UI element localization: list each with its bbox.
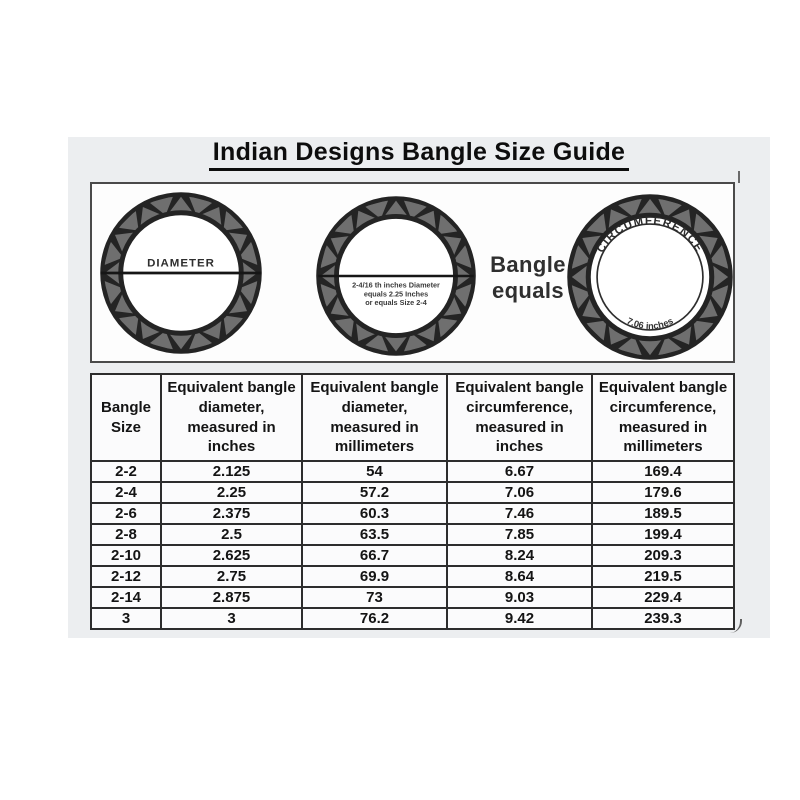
cell-circumference-in: 8.64 <box>447 566 592 587</box>
bangle-diameter-illustration <box>99 191 263 355</box>
table-row <box>91 566 734 587</box>
header-circumference-mm: Equivalent bangle circumference, measured in millimeters <box>592 374 734 461</box>
table-row <box>91 461 734 482</box>
cell-diameter-mm: 54 <box>302 461 447 482</box>
size-table-container <box>90 373 735 630</box>
cell-diameter-in: 2.75 <box>161 566 302 587</box>
cell-size: 2-6 <box>91 503 161 524</box>
cell-circumference-mm: 179.6 <box>592 482 734 503</box>
cell-circumference-in: 7.46 <box>447 503 592 524</box>
cell-size: 2-12 <box>91 566 161 587</box>
cell-diameter-mm: 73 <box>302 587 447 608</box>
table-row <box>91 524 734 545</box>
cell-diameter-in: 2.375 <box>161 503 302 524</box>
cell-size: 2-8 <box>91 524 161 545</box>
cell-diameter-in: 2.875 <box>161 587 302 608</box>
cell-size: 2-4 <box>91 482 161 503</box>
cell-circumference-mm: 209.3 <box>592 545 734 566</box>
circumference-arc-label: CIRCUMFERENCE <box>594 215 706 255</box>
bangle-circumference-illustration <box>566 193 734 361</box>
bangle-diagram-box <box>90 182 735 363</box>
size-example-caption-line3: or equals Size 2-4 <box>365 298 427 308</box>
cell-circumference-in: 9.42 <box>447 608 592 629</box>
cell-circumference-mm: 189.5 <box>592 503 734 524</box>
cell-circumference-in: 7.85 <box>447 524 592 545</box>
cell-diameter-in: 2.125 <box>161 461 302 482</box>
cell-diameter-in: 3 <box>161 608 302 629</box>
cell-diameter-in: 2.5 <box>161 524 302 545</box>
size-example-caption-line1: 2-4/16 th inches Diameter <box>352 280 440 290</box>
cell-size: 2-2 <box>91 461 161 482</box>
cell-diameter-in: 2.625 <box>161 545 302 566</box>
cell-circumference-in: 9.03 <box>447 587 592 608</box>
scan-artifact-tick <box>738 171 740 183</box>
cell-circumference-in: 7.06 <box>447 482 592 503</box>
cell-diameter-mm: 63.5 <box>302 524 447 545</box>
bangle-equals-line1: Bangle <box>490 252 566 277</box>
page-title: Indian Designs Bangle Size Guide <box>209 138 629 171</box>
size-example-caption-line2: equals 2.25 Inches <box>363 289 429 299</box>
cell-circumference-mm: 169.4 <box>592 461 734 482</box>
header-circumference-inches: Equivalent bangle circumference, measured in inches <box>447 374 592 461</box>
header-diameter-inches: Equivalent bangle diameter, measured in inches <box>161 374 302 461</box>
cell-circumference-mm: 219.5 <box>592 566 734 587</box>
title-row <box>68 138 770 171</box>
table-row <box>91 587 734 608</box>
cell-diameter-in: 2.25 <box>161 482 302 503</box>
table-row <box>91 545 734 566</box>
table-row <box>91 608 734 629</box>
cell-circumference-in: 6.67 <box>447 461 592 482</box>
bangle-size-example-illustration <box>315 195 477 357</box>
cell-circumference-in: 8.24 <box>447 545 592 566</box>
header-diameter-mm: Equivalent bangle diameter, measured in millimeters <box>302 374 447 461</box>
cell-size: 2-14 <box>91 587 161 608</box>
cell-size: 3 <box>91 608 161 629</box>
table-header-row <box>91 374 734 461</box>
cell-circumference-mm: 199.4 <box>592 524 734 545</box>
header-bangle-size: Bangle Size <box>91 374 161 461</box>
cell-diameter-mm: 66.7 <box>302 545 447 566</box>
scanned-guide-panel <box>68 137 770 638</box>
bangle-size-table <box>90 373 735 630</box>
cell-circumference-mm: 239.3 <box>592 608 734 629</box>
circumference-value-label: 7.06 inches <box>625 315 675 332</box>
bangle-equals-line2: equals <box>491 277 565 303</box>
table-row <box>91 503 734 524</box>
cell-diameter-mm: 69.9 <box>302 566 447 587</box>
cell-size: 2-10 <box>91 545 161 566</box>
cell-diameter-mm: 60.3 <box>302 503 447 524</box>
table-row <box>91 482 734 503</box>
cell-diameter-mm: 76.2 <box>302 608 447 629</box>
cell-diameter-mm: 57.2 <box>302 482 447 503</box>
diameter-label: DIAMETER <box>147 257 215 270</box>
cell-circumference-mm: 229.4 <box>592 587 734 608</box>
